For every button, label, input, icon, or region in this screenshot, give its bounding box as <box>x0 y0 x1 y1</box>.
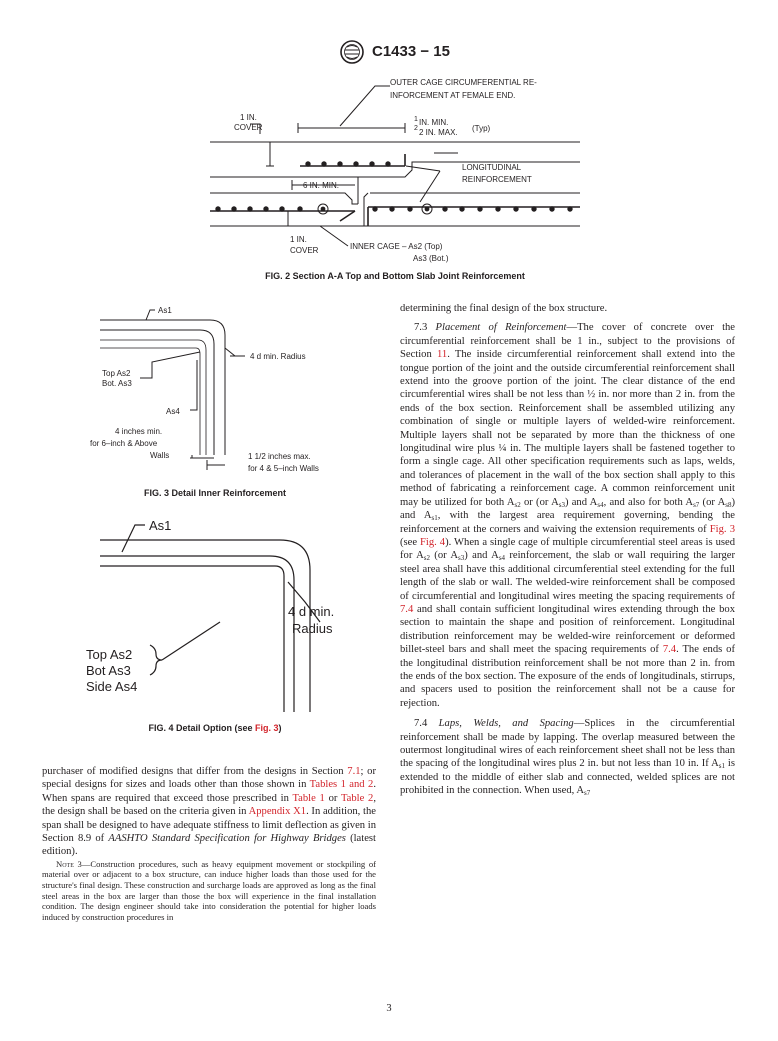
fig2-max-label: 2 IN. MAX. <box>419 128 458 137</box>
page-header <box>0 40 778 64</box>
fig2-outer-cage-label-1: OUTER CAGE CIRCUMFERENTIAL RE- <box>390 78 537 87</box>
fig2-cover-bot-label-1: 1 IN. <box>290 235 307 244</box>
fig4-radius-label-2: Radius <box>292 621 333 636</box>
figure-3-drawing <box>70 300 370 480</box>
fig4-bot-as3-label: Bot As3 <box>86 663 131 678</box>
astm-logo-icon <box>336 40 368 64</box>
fig2-outer-cage-label-2: INFORCEMENT AT FEMALE END. <box>390 91 516 100</box>
fig3-max-label-2: for 4 & 5–inch Walls <box>248 464 319 473</box>
link-section-7-4-b[interactable]: 7.4 <box>662 644 677 656</box>
right-column <box>400 302 735 798</box>
link-section-7-4-a[interactable]: 7.4 <box>400 603 414 615</box>
standard-designation: C1433 − 15 <box>372 43 450 60</box>
fig3-max-label-1: 1 1/2 inches max. <box>248 452 311 461</box>
fig3-as4-label: As4 <box>166 407 180 416</box>
figure-2-drawing <box>200 76 590 266</box>
link-fig-4[interactable]: Fig. 4 <box>420 536 446 548</box>
link-section-11[interactable]: 11 <box>437 349 448 361</box>
fig3-radius-label: 4 d min. Radius <box>250 352 306 361</box>
fig3-four-in-label-1: 4 inches min. <box>115 427 163 436</box>
link-section-7-1[interactable]: 7.1 <box>347 766 361 777</box>
fig4-caption-link-fig3[interactable]: Fig. 3 <box>255 723 279 733</box>
fig2-cover-top-label-2: COVER <box>234 123 263 132</box>
fig2-typ-label: (Typ) <box>472 124 491 133</box>
fig3-bot-as3-label: Bot. As3 <box>102 379 132 388</box>
fig2-half-denominator: 2 <box>414 125 418 132</box>
section-7-4: 7.4 Laps, Welds, and Spacing—Splices in the circumferential reinforcement shall be made by lapping. The overlap measured between the outermost longitudinal wires of each reinforcement sheet shall not be less than the spacing of the longitudinal wires plus 2 in. but not less than 10 in. If $A_{s1}$ is extended to the middle of either slab and connected, welded splices are not prohibited in the connection. When used, $A_{s7}$ <box>400 718 736 798</box>
fig2-cover-bot-label-2: COVER <box>290 246 319 255</box>
link-appendix-x1[interactable]: Appendix X1 <box>248 806 307 818</box>
link-table-2[interactable]: Table 2 <box>340 792 374 804</box>
left-paragraph: purchaser of modified designs that differ from the designs in Section 7.1; or special designs for sizes and loads other than those shown in Tables 1 and 2. When spans are required that exceed those prescribed in Table 1 or Table 2, the design shall be based on the criteria given in Appendix X1. In addition, the span shall be designed to have adequate stiffness to limit deflection as given in Section 8.9 of AASHTO Standard Specification for Highway Bridges (latest edition). <box>42 766 376 858</box>
figure-4-caption: FIG. 4 Detail Option (see Fig. 3) <box>148 723 282 733</box>
right-paragraph-continuation: determining the final design of the box structure. <box>400 303 608 314</box>
fig3-as1-label: As1 <box>158 306 172 315</box>
fig2-longitudinal-label-2: REINFORCEMENT <box>462 175 532 184</box>
figure-4-drawing <box>70 512 380 717</box>
section-7-3: 7.3 Placement of Reinforcement—The cover of concrete over the circumferential reinforcement shall be 1 in., subject to the provisions of Section 11. The inside circumferential reinforcement shall extend into the tongue portion of the joint and the outside circumferential reinforcement shall extend into the groove portion of the joint. The clear distance of the end circumferential wires shall be not less than ½ in. nor more than 2 in. from the ends of the box section. Reinforcement shall be assembled utilizing any combination of single or multiple layers of welded-wire reinforcement. Multiple layers shall not be separated by more than the thickness of one longitudinal wire plus ¼ in. The multiple layers shall be fastened together to form a single cage. All other specification requirements such as laps, welds, and tolerances of placement in the wall of the box section shall apply to this method of fabricating a reinforcement cage. A common reinforcement unit may be utilized for both $A_{s2}$ or (or $A_{s3}$) and $A_{s4}$, and also for both $A_{s7}$ (or $A_{s8}$) and $A_{s1}$, with the largest area requirement governing, bending the reinforcement at the corners and waiving the extension requirements of Fig. 3 (see Fig. 4). When a single cage of multiple circumferential steel areas is used for $A_{s2}$ (or $A_{s3}$) and $A_{s4}$ reinforcement, the slab or wall requiring the larger steel area shall have this additional circumferential steel extending for the full length of the slab or wall. The welded-wire reinforcement shall be composed of circumferential and longitudinal wires meeting the spacing requirements of 7.4 and shall contain sufficient longitudinal wires extending through the box section to maintain the shape and position of reinforcement. Longitudinal distribution reinforcement may be welded-wire reinforcement or deformed billet-steel bars and shall meet the spacing requirements of 7.4. The ends of the longitudinal distribution reinforcement shall be not more than 2 in. from the ends of the box section. The exposure of the ends of longitudinals, stirrups, and spacers used to position the reinforcement shall not be a cause for rejection. <box>400 322 736 709</box>
fig3-four-in-label-2: for 6–inch & Above <box>90 439 158 448</box>
page-number: 3 <box>386 1003 392 1014</box>
fig2-inner-cage-label-2: As3 (Bot.) <box>413 254 449 263</box>
fig2-min-label: IN. MIN. <box>419 118 449 127</box>
fig4-radius-label-1: 4 d min. <box>288 604 335 619</box>
note-3: Note 3—Construction procedures, such as heavy equipment movement or stockpiling of material over or adjacent to a box structure, can induce higher loads than those used for the structure's final design. These construction and surcharge loads are approved as long as the final steel areas in the box are larger than those the box will experience in the final installation condition. The design engineer should take into consideration the potential for higher loads induced by construction procedures in <box>42 858 376 922</box>
fig2-longitudinal-label-1: LONGITUDINAL <box>462 163 522 172</box>
figure-2-caption: FIG. 2 Section A-A Top and Bottom Slab Joint Reinforcement <box>265 271 525 281</box>
fig2-half-numerator: 1 <box>414 116 418 123</box>
link-table-1[interactable]: Table 1 <box>292 792 325 804</box>
fig2-inner-cage-label-1: INNER CAGE – As2 (Top) <box>350 242 443 251</box>
fig2-six-in-label: 6 IN. MIN. <box>303 181 340 190</box>
fig2-cover-top-label-1: 1 IN. <box>240 113 257 122</box>
link-fig-3[interactable]: Fig. 3 <box>709 523 735 535</box>
left-column <box>42 765 376 922</box>
link-tables-1-2[interactable]: Tables 1 and 2 <box>309 779 374 791</box>
fig4-top-as2-label: Top As2 <box>86 647 133 662</box>
fig3-top-as2-label: Top As2 <box>102 369 131 378</box>
fig4-as1-label: As1 <box>149 518 172 533</box>
fig3-four-in-label-3: Walls <box>150 451 170 460</box>
fig4-side-as4-label: Side As4 <box>86 679 138 694</box>
figure-3-caption: FIG. 3 Detail Inner Reinforcement <box>143 488 287 498</box>
